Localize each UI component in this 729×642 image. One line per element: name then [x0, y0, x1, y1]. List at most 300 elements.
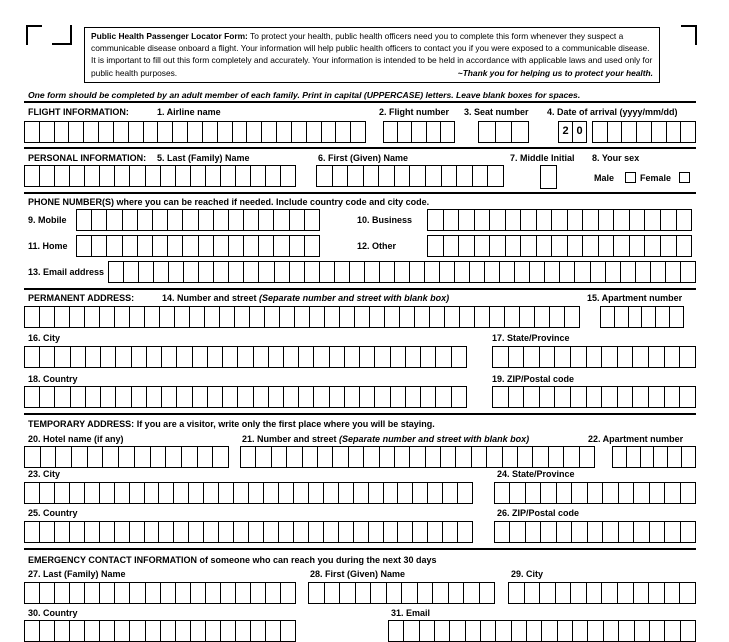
character-cell[interactable]: [436, 347, 451, 367]
character-cell[interactable]: [490, 210, 506, 230]
character-cell[interactable]: [70, 522, 85, 542]
character-cell[interactable]: [455, 262, 470, 282]
character-cell[interactable]: [391, 387, 406, 407]
character-cell[interactable]: [72, 447, 88, 467]
character-cell[interactable]: [458, 522, 472, 542]
character-cell[interactable]: [505, 307, 520, 327]
character-cell[interactable]: [665, 483, 680, 503]
character-cell[interactable]: [571, 387, 587, 407]
character-cell[interactable]: [413, 522, 428, 542]
character-cell[interactable]: [166, 447, 182, 467]
character-cell[interactable]: [680, 347, 695, 367]
character-cell[interactable]: [205, 307, 220, 327]
character-cell[interactable]: [441, 122, 454, 142]
character-cell[interactable]: [219, 522, 234, 542]
character-cell[interactable]: [572, 522, 587, 542]
character-cell[interactable]: [25, 583, 40, 603]
character-cell[interactable]: [541, 166, 556, 188]
character-cell[interactable]: [251, 166, 266, 186]
character-cell[interactable]: [123, 236, 138, 256]
character-cell[interactable]: [130, 522, 145, 542]
character-cell[interactable]: [199, 236, 214, 256]
character-cell[interactable]: [466, 621, 481, 641]
character-cell[interactable]: [587, 387, 603, 407]
character-cell[interactable]: [573, 621, 588, 641]
character-cell[interactable]: [627, 447, 641, 467]
character-cell[interactable]: [542, 621, 557, 641]
character-cell[interactable]: [512, 122, 528, 142]
character-cell[interactable]: [206, 621, 221, 641]
character-cell[interactable]: [208, 347, 223, 367]
character-cell[interactable]: [130, 307, 145, 327]
character-cell[interactable]: [681, 262, 695, 282]
character-cell[interactable]: [661, 236, 677, 256]
character-cell[interactable]: [115, 522, 130, 542]
character-cell[interactable]: [85, 483, 100, 503]
character-cell[interactable]: [552, 210, 568, 230]
character-cell[interactable]: [144, 122, 159, 142]
character-cell[interactable]: [221, 621, 236, 641]
character-cell[interactable]: [667, 122, 682, 142]
character-cell[interactable]: [101, 347, 116, 367]
character-cell[interactable]: [145, 522, 160, 542]
character-cell[interactable]: [602, 583, 618, 603]
character-cell[interactable]: [410, 166, 426, 186]
character-cell[interactable]: [314, 387, 329, 407]
character-cell[interactable]: [161, 583, 176, 603]
character-cell[interactable]: [310, 307, 325, 327]
character-cell[interactable]: [613, 447, 627, 467]
character-cell[interactable]: [459, 236, 475, 256]
character-cell[interactable]: [351, 122, 365, 142]
character-cell[interactable]: [40, 347, 55, 367]
character-cell[interactable]: [456, 447, 471, 467]
character-cell[interactable]: [680, 387, 695, 407]
character-cell[interactable]: [223, 387, 238, 407]
character-cell[interactable]: [221, 166, 236, 186]
character-cell[interactable]: [40, 621, 55, 641]
character-cell[interactable]: [618, 583, 634, 603]
character-cell[interactable]: [665, 621, 680, 641]
character-cell[interactable]: [650, 621, 665, 641]
character-cell[interactable]: [602, 347, 618, 367]
character-cell[interactable]: [415, 307, 430, 327]
character-cell[interactable]: [619, 621, 634, 641]
character-cell[interactable]: [55, 307, 70, 327]
character-cell[interactable]: [305, 210, 319, 230]
character-cell[interactable]: [129, 122, 144, 142]
character-cell[interactable]: [506, 236, 522, 256]
character-cell[interactable]: [256, 447, 271, 467]
character-cell[interactable]: [635, 621, 650, 641]
temp-state-input[interactable]: [494, 482, 696, 504]
character-cell[interactable]: [219, 483, 234, 503]
character-cell[interactable]: [666, 262, 681, 282]
character-cell[interactable]: [132, 347, 147, 367]
character-cell[interactable]: [651, 262, 666, 282]
character-cell[interactable]: [309, 583, 325, 603]
character-cell[interactable]: [509, 387, 525, 407]
character-cell[interactable]: [384, 122, 398, 142]
character-cell[interactable]: [199, 210, 214, 230]
middle-initial-input[interactable]: [540, 165, 557, 189]
character-cell[interactable]: [235, 307, 250, 327]
last-name-input[interactable]: [24, 165, 296, 187]
perm-apt-input[interactable]: [600, 306, 684, 328]
temp-zip-input[interactable]: [494, 521, 696, 543]
character-cell[interactable]: [540, 347, 556, 367]
character-cell[interactable]: [552, 236, 568, 256]
character-cell[interactable]: [40, 307, 55, 327]
character-cell[interactable]: [444, 210, 460, 230]
character-cell[interactable]: [184, 262, 199, 282]
character-cell[interactable]: [130, 166, 145, 186]
flight-number-input[interactable]: [383, 121, 455, 143]
character-cell[interactable]: [488, 166, 503, 186]
character-cell[interactable]: [107, 236, 122, 256]
character-cell[interactable]: [452, 387, 466, 407]
character-cell[interactable]: [452, 347, 466, 367]
character-cell[interactable]: [299, 347, 314, 367]
character-cell[interactable]: [55, 122, 70, 142]
character-cell[interactable]: [107, 210, 122, 230]
character-cell[interactable]: [364, 447, 379, 467]
character-cell[interactable]: [176, 621, 191, 641]
character-cell[interactable]: [668, 447, 682, 467]
character-cell[interactable]: [540, 387, 556, 407]
character-cell[interactable]: [56, 447, 72, 467]
character-cell[interactable]: [459, 210, 475, 230]
character-cell[interactable]: [430, 307, 445, 327]
character-cell[interactable]: [264, 522, 279, 542]
perm-zip-input[interactable]: [492, 386, 696, 408]
character-cell[interactable]: [221, 583, 236, 603]
character-cell[interactable]: [555, 387, 571, 407]
character-cell[interactable]: [654, 447, 668, 467]
character-cell[interactable]: [25, 447, 41, 467]
character-cell[interactable]: [174, 483, 189, 503]
character-cell[interactable]: [572, 483, 587, 503]
character-cell[interactable]: [88, 447, 104, 467]
character-cell[interactable]: [109, 262, 124, 282]
character-cell[interactable]: [254, 387, 269, 407]
character-cell[interactable]: [160, 307, 175, 327]
character-cell[interactable]: [86, 387, 101, 407]
character-cell[interactable]: [557, 522, 572, 542]
character-cell[interactable]: [599, 210, 615, 230]
character-cell[interactable]: [583, 236, 599, 256]
character-cell[interactable]: [443, 483, 458, 503]
character-cell[interactable]: [440, 262, 455, 282]
character-cell[interactable]: [85, 522, 100, 542]
character-cell[interactable]: [650, 483, 665, 503]
character-cell[interactable]: [335, 262, 350, 282]
character-cell[interactable]: [153, 210, 168, 230]
character-cell[interactable]: [681, 483, 695, 503]
character-cell[interactable]: [500, 262, 515, 282]
character-cell[interactable]: [398, 522, 413, 542]
character-cell[interactable]: [649, 347, 665, 367]
character-cell[interactable]: [244, 236, 259, 256]
character-cell[interactable]: [540, 583, 556, 603]
character-cell[interactable]: [493, 387, 509, 407]
character-cell[interactable]: [55, 583, 70, 603]
character-cell[interactable]: [571, 583, 587, 603]
character-cell[interactable]: [100, 583, 115, 603]
character-cell[interactable]: [70, 483, 85, 503]
character-cell[interactable]: [428, 236, 444, 256]
character-cell[interactable]: [661, 210, 677, 230]
character-cell[interactable]: [69, 122, 84, 142]
character-cell[interactable]: [266, 583, 281, 603]
character-cell[interactable]: [40, 166, 55, 186]
character-cell[interactable]: [183, 236, 198, 256]
character-cell[interactable]: [575, 262, 590, 282]
character-cell[interactable]: [615, 307, 629, 327]
character-cell[interactable]: [506, 210, 522, 230]
character-cell[interactable]: [406, 387, 421, 407]
character-cell[interactable]: [621, 262, 636, 282]
character-cell[interactable]: [303, 447, 318, 467]
character-cell[interactable]: [444, 236, 460, 256]
character-cell[interactable]: [375, 347, 390, 367]
character-cell[interactable]: [345, 347, 360, 367]
character-cell[interactable]: [191, 583, 206, 603]
character-cell[interactable]: [40, 522, 55, 542]
character-cell[interactable]: [421, 387, 436, 407]
character-cell[interactable]: [634, 583, 650, 603]
character-cell[interactable]: [70, 307, 85, 327]
character-cell[interactable]: [493, 347, 509, 367]
character-cell[interactable]: [475, 210, 491, 230]
character-cell[interactable]: [588, 522, 603, 542]
character-cell[interactable]: [630, 236, 646, 256]
character-cell[interactable]: [262, 122, 277, 142]
business-input[interactable]: [427, 209, 692, 231]
character-cell[interactable]: [365, 262, 380, 282]
character-cell[interactable]: [593, 122, 608, 142]
character-cell[interactable]: [265, 307, 280, 327]
character-cell[interactable]: [510, 522, 525, 542]
character-cell[interactable]: [309, 483, 324, 503]
character-cell[interactable]: [371, 583, 387, 603]
character-cell[interactable]: [649, 387, 665, 407]
character-cell[interactable]: [391, 347, 406, 367]
character-cell[interactable]: [601, 307, 615, 327]
character-cell[interactable]: [345, 387, 360, 407]
character-cell[interactable]: [229, 262, 244, 282]
character-cell[interactable]: [161, 166, 176, 186]
character-cell[interactable]: [25, 621, 40, 641]
temp-city-input[interactable]: [24, 482, 473, 504]
character-cell[interactable]: [55, 522, 70, 542]
character-cell[interactable]: [568, 236, 584, 256]
character-cell[interactable]: [290, 210, 305, 230]
character-cell[interactable]: [269, 347, 284, 367]
character-cell[interactable]: [70, 583, 85, 603]
character-cell[interactable]: [25, 122, 40, 142]
character-cell[interactable]: [154, 262, 169, 282]
character-cell[interactable]: [395, 262, 410, 282]
character-cell[interactable]: [677, 236, 692, 256]
emergency-country-input[interactable]: [24, 620, 296, 642]
character-cell[interactable]: [206, 583, 221, 603]
emergency-email-input[interactable]: [388, 620, 696, 642]
character-cell[interactable]: [176, 583, 191, 603]
character-cell[interactable]: [247, 122, 262, 142]
character-cell[interactable]: [520, 307, 535, 327]
emergency-city-input[interactable]: [508, 582, 696, 604]
airline-input[interactable]: [24, 121, 366, 143]
character-cell[interactable]: [266, 621, 281, 641]
character-cell[interactable]: [274, 236, 289, 256]
character-cell[interactable]: [182, 447, 198, 467]
character-cell[interactable]: [558, 621, 573, 641]
character-cell[interactable]: [460, 307, 475, 327]
character-cell[interactable]: [284, 347, 299, 367]
character-cell[interactable]: [130, 621, 145, 641]
seat-input[interactable]: [478, 121, 529, 143]
character-cell[interactable]: [177, 347, 192, 367]
character-cell[interactable]: [264, 483, 279, 503]
character-cell[interactable]: [294, 522, 309, 542]
character-cell[interactable]: [183, 210, 198, 230]
character-cell[interactable]: [510, 483, 525, 503]
character-cell[interactable]: [450, 621, 465, 641]
character-cell[interactable]: [587, 347, 603, 367]
character-cell[interactable]: [244, 262, 259, 282]
character-cell[interactable]: [188, 122, 203, 142]
character-cell[interactable]: [650, 522, 665, 542]
character-cell[interactable]: [147, 347, 162, 367]
character-cell[interactable]: [250, 307, 265, 327]
character-cell[interactable]: [92, 210, 107, 230]
character-cell[interactable]: [287, 447, 302, 467]
character-cell[interactable]: [412, 122, 426, 142]
character-cell[interactable]: [645, 210, 661, 230]
character-cell[interactable]: [299, 387, 314, 407]
character-cell[interactable]: [161, 621, 176, 641]
character-cell[interactable]: [348, 166, 364, 186]
character-cell[interactable]: [292, 122, 307, 142]
character-cell[interactable]: [642, 307, 656, 327]
character-cell[interactable]: [281, 166, 295, 186]
character-cell[interactable]: [395, 166, 411, 186]
character-cell[interactable]: [541, 483, 556, 503]
character-cell[interactable]: [70, 166, 85, 186]
character-cell[interactable]: [325, 583, 341, 603]
character-cell[interactable]: [521, 210, 537, 230]
character-cell[interactable]: [204, 483, 219, 503]
character-cell[interactable]: [208, 387, 223, 407]
character-cell[interactable]: [473, 166, 489, 186]
character-cell[interactable]: [274, 210, 289, 230]
character-cell[interactable]: [275, 262, 290, 282]
character-cell[interactable]: [418, 583, 434, 603]
character-cell[interactable]: [71, 387, 86, 407]
character-cell[interactable]: [191, 166, 206, 186]
character-cell[interactable]: [251, 621, 266, 641]
character-cell[interactable]: [99, 122, 114, 142]
character-cell[interactable]: [637, 122, 652, 142]
character-cell[interactable]: [445, 307, 460, 327]
character-cell[interactable]: [535, 307, 550, 327]
character-cell[interactable]: [503, 447, 518, 467]
character-cell[interactable]: [369, 522, 384, 542]
character-cell[interactable]: [457, 166, 473, 186]
character-cell[interactable]: [641, 447, 655, 467]
perm-state-input[interactable]: [492, 346, 696, 368]
character-cell[interactable]: [173, 122, 188, 142]
character-cell[interactable]: [85, 621, 100, 641]
character-cell[interactable]: [525, 583, 541, 603]
character-cell[interactable]: [433, 583, 449, 603]
character-cell[interactable]: [279, 522, 294, 542]
character-cell[interactable]: [512, 621, 527, 641]
character-cell[interactable]: [177, 387, 192, 407]
character-cell[interactable]: [100, 483, 115, 503]
email-input[interactable]: [108, 261, 696, 283]
character-cell[interactable]: [305, 236, 319, 256]
character-cell[interactable]: [100, 307, 115, 327]
character-cell[interactable]: [249, 483, 264, 503]
character-cell[interactable]: [146, 583, 161, 603]
character-cell[interactable]: [55, 387, 70, 407]
character-cell[interactable]: [420, 621, 435, 641]
character-cell[interactable]: [123, 210, 138, 230]
character-cell[interactable]: [634, 483, 649, 503]
character-cell[interactable]: [290, 262, 305, 282]
character-cell[interactable]: [191, 621, 206, 641]
temp-apt-input[interactable]: [612, 446, 696, 468]
character-cell[interactable]: [115, 483, 130, 503]
character-cell[interactable]: [175, 307, 190, 327]
emergency-first-input[interactable]: [308, 582, 495, 604]
character-cell[interactable]: [190, 307, 205, 327]
character-cell[interactable]: [236, 621, 251, 641]
character-cell[interactable]: [410, 262, 425, 282]
character-cell[interactable]: [146, 166, 161, 186]
character-cell[interactable]: [568, 210, 584, 230]
character-cell[interactable]: [115, 621, 130, 641]
character-cell[interactable]: [649, 583, 665, 603]
character-cell[interactable]: [555, 347, 571, 367]
mobile-input[interactable]: [76, 209, 320, 231]
character-cell[interactable]: [77, 210, 92, 230]
character-cell[interactable]: [360, 387, 375, 407]
character-cell[interactable]: [604, 621, 619, 641]
character-cell[interactable]: [428, 522, 443, 542]
character-cell[interactable]: [146, 621, 161, 641]
character-cell[interactable]: [602, 387, 618, 407]
character-cell[interactable]: [495, 483, 510, 503]
character-cell[interactable]: [395, 447, 410, 467]
character-cell[interactable]: [406, 347, 421, 367]
character-cell[interactable]: [443, 522, 458, 542]
character-cell[interactable]: [677, 210, 692, 230]
character-cell[interactable]: [139, 262, 154, 282]
perm-street-input[interactable]: [24, 306, 580, 328]
character-cell[interactable]: [350, 262, 365, 282]
character-cell[interactable]: [254, 347, 269, 367]
character-cell[interactable]: [427, 122, 441, 142]
character-cell[interactable]: [317, 166, 333, 186]
character-cell[interactable]: [524, 347, 540, 367]
character-cell[interactable]: [309, 522, 324, 542]
character-cell[interactable]: [550, 307, 565, 327]
character-cell[interactable]: [656, 307, 670, 327]
character-cell[interactable]: [272, 447, 287, 467]
